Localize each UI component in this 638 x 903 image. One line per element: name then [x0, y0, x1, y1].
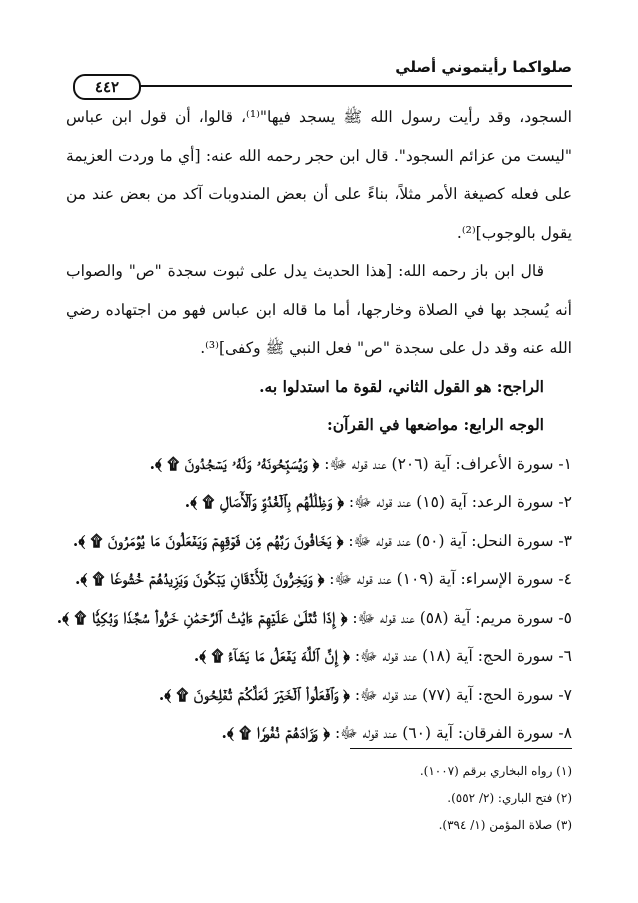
footnote-2: (٢) فتح الباري: (٢/ ٥٥٢).	[447, 791, 572, 805]
surah-list	[56, 445, 572, 753]
page-number: ٤٤٢	[73, 74, 141, 100]
surah-ref: ٧- سورة الحج: آية (٧٧) عند قوله ﷻ:	[354, 685, 572, 704]
footnotes	[66, 758, 572, 839]
surah-item	[66, 483, 572, 522]
paragraph-1: السجود، وقد رأيت رسول الله ﷺ يسجد فيها"⁽¹⁾، قالوا، أن قول ابن عباس "ليست من عزائم السجود". قال ابن حجر رحمه الله عنه: [أي ما وردت العزيمة على فعله كصيغة الأمر مثلاً، بناءً على أن بعض المندوبات آكد من بعض عند من يقول بالوجوب]⁽²⁾.	[66, 108, 572, 242]
quran-verse: ﴿ وَزَادَهُمۡ نُفُورٗا ۩ ﴾.	[221, 723, 330, 742]
surah-ref: ١- سورة الأعراف: آية (٢٠٦) عند قوله ﷻ:	[324, 454, 572, 473]
surah-item	[56, 599, 572, 638]
surah-ref: ٣- سورة النحل: آية (٥٠) عند قوله ﷻ:	[348, 531, 572, 550]
quran-verse: ﴿ وَيَخِرُّونَ لِلۡأَذۡقَانِ يَبۡكُونَ وَيَزِيدُهُمۡ خُشُوعٗا ۩ ﴾.	[74, 569, 325, 588]
footnote-3: (٣) صلاة المؤمن (١/ ٣٩٤).	[438, 818, 572, 832]
surah-item	[66, 637, 572, 676]
quran-verse: ﴿ وَظِلَٰلُهُم بِٱلۡغُدُوِّ وَٱلۡأٓصَالِ ۩ ﴾.	[184, 492, 344, 511]
quran-verse: ﴿ إِنَّ ٱللَّهَ يَفۡعَلُ مَا يَشَآءُ ۩ ﴾.	[193, 646, 350, 665]
surah-ref: ٦- سورة الحج: آية (١٨) عند قوله ﷻ:	[354, 647, 572, 665]
header-rule	[134, 85, 572, 87]
preferred-opinion: الراجح: هو القول الثاني، لقوة ما استدلوا به.	[259, 376, 544, 396]
surah-ref: ٨- سورة الفرقان: آية (٦٠) عند قوله ﷻ:	[334, 724, 572, 742]
footnote-1: (١) رواه البخاري برقم (١٠٠٧).	[419, 764, 572, 778]
quran-verse: ﴿ وَيُسَبِّحُونَهُۥ وَلَهُۥ يَسۡجُدُونَ ۩ ﴾.	[149, 453, 320, 473]
running-title: صلواكما رأيتموني أصلي	[395, 58, 572, 76]
paragraph-2: قال ابن باز رحمه الله: [هذا الحديث يدل على ثبوت سجدة "ص" والصواب أنه يُسجد بها في الصلاة وخارجها، أما ما قاله ابن عباس فهو من اجتهاده رضي الله عنه وقد دل على سجدة "ص" فعل النبي ﷺ وكفى]⁽³⁾.	[66, 262, 572, 357]
quran-verse: ﴿ إِذَا تُتۡلَىٰ عَلَيۡهِمۡ ءَايَٰتُ ٱلرَّحۡمَٰنِ خَرُّواْۤ سُجَّدٗا وَبُكِيّٗا ۩ ﴾.	[56, 607, 348, 627]
section-heading: الوجه الرابع: مواضعها في القرآن:	[327, 415, 544, 434]
surah-item	[66, 560, 572, 599]
surah-item	[66, 522, 572, 561]
surah-item	[66, 445, 572, 484]
surah-ref: ٤- سورة الإسراء: آية (١٠٩) عند قوله ﷻ:	[329, 570, 572, 588]
surah-ref: ٢- سورة الرعد: آية (١٥) عند قوله ﷻ:	[348, 493, 572, 511]
page-body	[56, 98, 572, 753]
surah-item	[66, 714, 572, 753]
quran-verse: ﴿ يَخَافُونَ رَبَّهُم مِّن فَوۡقِهِمۡ وَيَفۡعَلُونَ مَا يُؤۡمَرُونَ ۩ ﴾.	[72, 530, 344, 550]
footnote-rule	[350, 748, 572, 749]
surah-item	[66, 676, 572, 715]
quran-verse: ﴿ وَٱفۡعَلُواْ ٱلۡخَيۡرَ لَعَلَّكُمۡ تُفۡلِحُونَ ۩ ﴾.	[158, 684, 350, 704]
surah-ref: ٥- سورة مريم: آية (٥٨) عند قوله ﷻ:	[352, 608, 572, 627]
